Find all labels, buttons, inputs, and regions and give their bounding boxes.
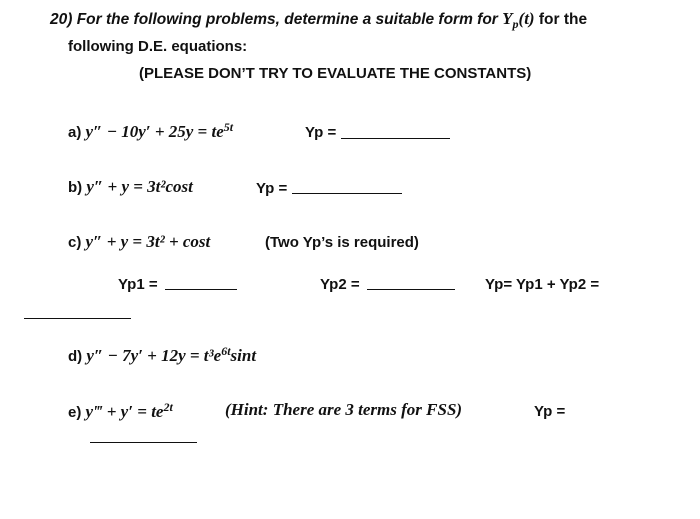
- problem-c-note: (Two Yp’s is required): [265, 234, 419, 251]
- problem-c-equation: y″ + y = 3t² + cost: [85, 232, 211, 251]
- problem-d-equation: y″ − 7y′ + 12y = t³e: [86, 346, 222, 365]
- heading-line-2: following D.E. equations:: [68, 38, 248, 55]
- problem-a-equation: y″ − 10y′ + 25y = te: [85, 122, 224, 141]
- problem-e-hint: (Hint: There are 3 terms for FSS): [225, 400, 463, 419]
- problem-a-exponent: 5t: [223, 120, 234, 134]
- problem-b-label: b): [68, 179, 87, 196]
- problem-d: [68, 345, 256, 364]
- problem-c-label: c): [68, 234, 86, 251]
- heading-math-subscript: p: [512, 17, 519, 32]
- heading-suffix: for the: [534, 11, 588, 28]
- instructions-note: (PLEASE DON’T TRY TO EVALUATE THE CONSTANTS): [139, 65, 532, 82]
- problem-e: [68, 401, 173, 420]
- problem-a-answer-label: Yp =: [305, 124, 337, 141]
- problem-c-yp2-label: Yp2 =: [320, 276, 360, 293]
- problem-b: [68, 178, 193, 195]
- problem-c: [68, 233, 210, 250]
- problem-b-answer-blank[interactable]: [292, 193, 402, 194]
- problem-a-answer-blank[interactable]: [341, 138, 450, 139]
- problem-e-answer-label: Yp =: [534, 403, 566, 420]
- problem-d-equation-suffix: sint: [230, 346, 257, 365]
- problem-b-answer-label: Yp =: [256, 180, 288, 197]
- problem-c-yp1-blank[interactable]: [165, 289, 237, 290]
- problem-c-sum-label: Yp= Yp1 + Yp2 =: [485, 276, 600, 293]
- problem-e-exponent: 2t: [163, 400, 173, 414]
- heading-number-and-text: 20) For the following problems, determine a suitable form for: [50, 11, 503, 28]
- problem-c-yp1-label: Yp1 =: [118, 276, 158, 293]
- problem-d-exponent: 6t: [221, 344, 231, 358]
- heading-math-symbol: Y: [502, 9, 513, 28]
- problem-d-label: d): [68, 348, 87, 365]
- problem-b-equation: y″ + y = 3t²cost: [86, 177, 193, 196]
- problem-c-sum-blank[interactable]: [24, 318, 131, 319]
- problem-e-answer-blank[interactable]: [90, 442, 197, 443]
- problem-a-label: a): [68, 124, 86, 141]
- heading-math-arg: (t): [518, 9, 535, 28]
- problem-c-yp2-blank[interactable]: [367, 289, 455, 290]
- problem-e-equation: y‴ + y′ = te: [85, 402, 164, 421]
- problem-heading: [50, 10, 587, 30]
- problem-a: [68, 121, 233, 140]
- problem-e-label: e): [68, 404, 86, 421]
